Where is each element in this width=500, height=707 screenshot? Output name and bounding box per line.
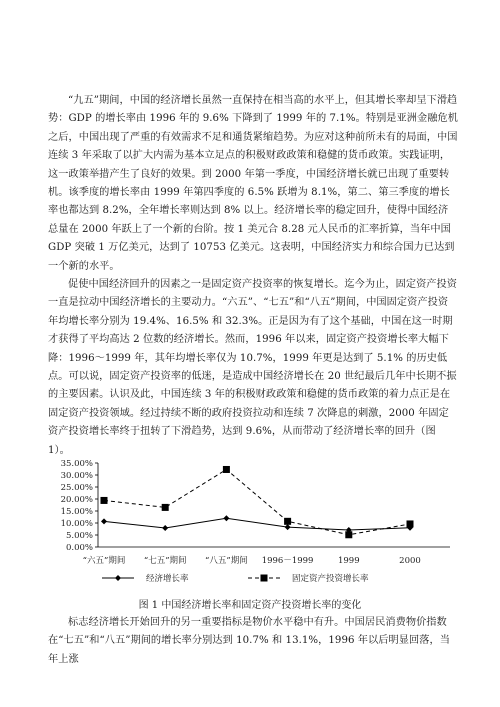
y-tick-label: 5.00% bbox=[65, 531, 93, 541]
series-line-2 bbox=[104, 469, 410, 534]
data-point-square bbox=[345, 531, 352, 538]
legend-label-1: 经济增长率 bbox=[146, 574, 189, 584]
series-line-1 bbox=[104, 518, 410, 530]
legend-label-2: 固定资产投资增长率 bbox=[292, 574, 369, 584]
legend-marker-square bbox=[261, 575, 268, 582]
y-tick-label: 0.00% bbox=[65, 543, 93, 553]
x-tick-label: “六五”期间 bbox=[82, 556, 126, 566]
y-tick-label: 20.00% bbox=[60, 495, 93, 505]
y-tick-label: 30.00% bbox=[60, 471, 93, 481]
figure-caption: 图 1 中国经济增长率和固定资产投资增长率的变化 bbox=[138, 600, 362, 611]
paragraph-2: 促使中国经济回升的因素之一是固定资产投资率的恢复增长。迄今为止，固定资产投资一直是拉动中国经济增长的主要动力。“六五”、“七五”和“八五”期间，中国固定资产投资年均增长率分别为 19.4%、16.5% 和 32.3%。正是因为有了这个基础，中国在这一时期才获得了平均高达 2 位数的经济增长。然而，1996 年以来，固定资产投资增长率大幅下降：1996～1999 年，其年均增长率仅为 10.7%，1999 年更是达到了 5.1% 的历史低点。可以说，固定资产投资率的低迷，是造成中国经济增长在 20 世纪最后几年中长期不振的主要因素。认识及此，中国连续 3 年的积极财政政策和稳健的货币政策的着力点正是在固定资产投资领域。经过持续不断的政府投资拉动和连续 7 次降息的刺激，2000 年固定资产投资增长率终于扭转了下滑趋势，达到 9.6%，从而带动了经济增长率的回升（图 1）。 bbox=[48, 279, 458, 456]
y-tick-label: 25.00% bbox=[60, 483, 93, 493]
data-point-diamond bbox=[162, 525, 168, 531]
data-point-square bbox=[407, 520, 414, 527]
x-tick-label: 1996－1999 bbox=[261, 556, 314, 566]
y-tick-label: 15.00% bbox=[60, 507, 93, 517]
line-chart bbox=[40, 455, 460, 590]
x-tick-label: “八五”期间 bbox=[205, 556, 248, 566]
data-point-square bbox=[162, 504, 169, 511]
paragraph-1: “九五”期间，中国的经济增长虽然一直保持在相当高的水平上，但其增长率却呈下滑趋势：GDP 的增长率由 1996 年的 9.6% 下降到了 1999 年的 7.1%。特别是亚洲金融危机之后，中国出现了严重的有效需求不足和通货紧缩趋势。为应对这种前所未有的局面，中国连续 3 年采取了以扩大内需为基本立足点的积极财政政策和稳健的货币政策。实践证明，这一政策举措产生了良好的效果。到 2000 年第一季度，中国经济增长就已出现了重要转机。该季度的增长率由 1999 年第四季度的 6.5% 跃增为 8.1%，第二、第三季度的增长率也都达到 8.2%，全年增长率则达到 8% 以上。经济增长率的稳定回升，使得中国经济总量在 2000 年跃上了一个新的台阶。按 1 美元合 8.28 元人民币的汇率折算，当年中国 GDP 突破 1 万亿美元，达到了 10753 亿美元。这表明，中国经济实力和综合国力已达到一个新的水平。 bbox=[48, 95, 458, 272]
data-point-square bbox=[101, 497, 108, 504]
data-point-square bbox=[284, 518, 291, 525]
paragraph-3: 标志经济增长开始回升的另一重要指标是物价水平稳中有升。中国居民消费物价指数在“七五”和“八五”期间的增长率分别达到 10.7% 和 13.1%，1996 年以后明显回落，当年上涨 bbox=[48, 617, 450, 665]
x-tick-label: “七五”期间 bbox=[143, 556, 187, 566]
data-point-diamond bbox=[101, 518, 107, 524]
data-point-diamond bbox=[223, 515, 229, 521]
data-point-diamond bbox=[285, 524, 291, 530]
data-point-square bbox=[223, 466, 230, 473]
y-tick-label: 35.00% bbox=[60, 459, 93, 469]
legend-marker-diamond bbox=[115, 575, 121, 581]
y-tick-label: 10.00% bbox=[60, 519, 93, 529]
x-tick-label: 1999 bbox=[337, 556, 360, 566]
x-tick-label: 2000 bbox=[399, 556, 421, 566]
